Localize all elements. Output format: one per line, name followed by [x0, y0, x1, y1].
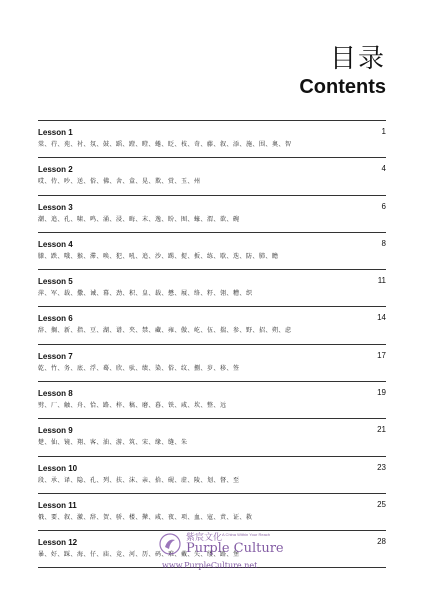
toc-entry: [38, 195, 386, 232]
purple-culture-watermark: [158, 528, 288, 578]
lesson-title: Lesson 1: [38, 128, 73, 137]
lesson-page-number: 25: [377, 499, 386, 509]
lesson-characters: 辞、搁、新、指、豆、湖、谱、夹、禁、藏、雍、傲、屹、伍、揣、参、野、招、朔、虑: [38, 327, 292, 335]
toc-entry: [38, 232, 386, 269]
lesson-characters: 俄、要、叙、激、辞、贺、骄、楼、撵、咸、夜、项、血、寇、责、证、救: [38, 513, 253, 521]
lesson-characters: 乾、竹、务、底、浮、蓦、欣、驮、绩、染、俗、纹、捌、岁、移、签: [38, 364, 240, 372]
lesson-title: Lesson 2: [38, 165, 73, 175]
lesson-page-number: 17: [377, 350, 386, 360]
lesson-title: Lesson 3: [38, 202, 73, 212]
watermark-tagline: A China Within Your Reach: [222, 532, 271, 537]
lesson-title: Lesson 11: [38, 500, 77, 510]
lesson-characters: 楚、仙、镜、翔、客、油、游、筑、宋、缘、缝、朱: [38, 439, 188, 447]
lesson-page-number: 23: [377, 462, 386, 472]
lesson-page-number: 11: [377, 276, 386, 286]
lesson-characters: 哎、侍、吵、送、俗、佛、舍、盒、晃、欺、赏、玉、州: [38, 178, 201, 186]
toc-entry: [38, 456, 386, 493]
lesson-page-number: 1: [381, 127, 386, 136]
lesson-page-number: 28: [377, 537, 386, 547]
lesson-page-number: 8: [381, 238, 386, 248]
watermark-english-name: Purple Culture: [186, 541, 284, 556]
lesson-characters: 潮、追、孔、啸、鸣、涌、浸、晦、末、逸、盼、囿、蠔、渭、欲、碗: [38, 215, 240, 223]
lesson-characters: 暴、好、踩、海、仔、庙、竞、河、历、码、难、戴、失、缕、路、堡: [38, 551, 240, 559]
toc-entry: [38, 120, 386, 157]
lesson-page-number: 6: [381, 201, 386, 211]
lesson-title: Lesson 5: [38, 277, 73, 287]
lesson-title: Lesson 7: [38, 351, 73, 361]
lesson-characters: 劈、厂、触、舟、恰、路、梓、稿、磨、暮、铁、咸、坎、整、远: [38, 402, 227, 410]
watermark-chinese-name: 紫宸文化: [186, 533, 223, 543]
lesson-title: Lesson 8: [38, 389, 73, 399]
contents-heading: [299, 44, 386, 98]
lesson-characters: 段、承、译、隐、孔、列、扶、沫、亲、拾、砚、虚、陵、划、督、至: [38, 476, 240, 484]
title-english: Contents: [299, 76, 386, 98]
lesson-title: Lesson 4: [38, 239, 73, 249]
table-of-contents: [38, 120, 386, 568]
lesson-title: Lesson 6: [38, 314, 73, 324]
lesson-page-number: 14: [377, 313, 386, 323]
toc-entry: [38, 493, 386, 530]
lesson-characters: 膝、跌、哦、猴、滞、唤、犯、吼、追、沙、踢、捉、扳、练、歇、迭、防、肺、瞻: [38, 252, 279, 260]
purple-culture-logo-icon: [158, 532, 182, 556]
title-chinese: 目录: [329, 44, 386, 74]
lesson-page-number: 19: [377, 388, 386, 398]
toc-entry: [38, 418, 386, 455]
lesson-characters: 棠、荇、苑、衬、氛、鼓、蹈、蹬、瞪、蜷、眨、枝、奇、藤、叙、添、施、围、奥、智: [38, 141, 292, 148]
toc-entry: [38, 306, 386, 343]
toc-entry: [38, 381, 386, 418]
toc-entry: [38, 344, 386, 381]
watermark-url: www.PurpleCulture.net: [162, 561, 258, 570]
lesson-title: Lesson 10: [38, 463, 78, 473]
toc-entry: [38, 269, 386, 306]
lesson-title: Lesson 9: [38, 426, 73, 436]
lesson-characters: 萍、军、载、撒、诫、幕、劲、积、皇、载、懋、屐、络、籽、翎、糟、织: [38, 290, 253, 298]
lesson-page-number: 4: [381, 164, 386, 174]
lesson-title: Lesson 12: [38, 538, 78, 548]
lesson-page-number: 21: [377, 425, 386, 435]
toc-entry: [38, 157, 386, 194]
